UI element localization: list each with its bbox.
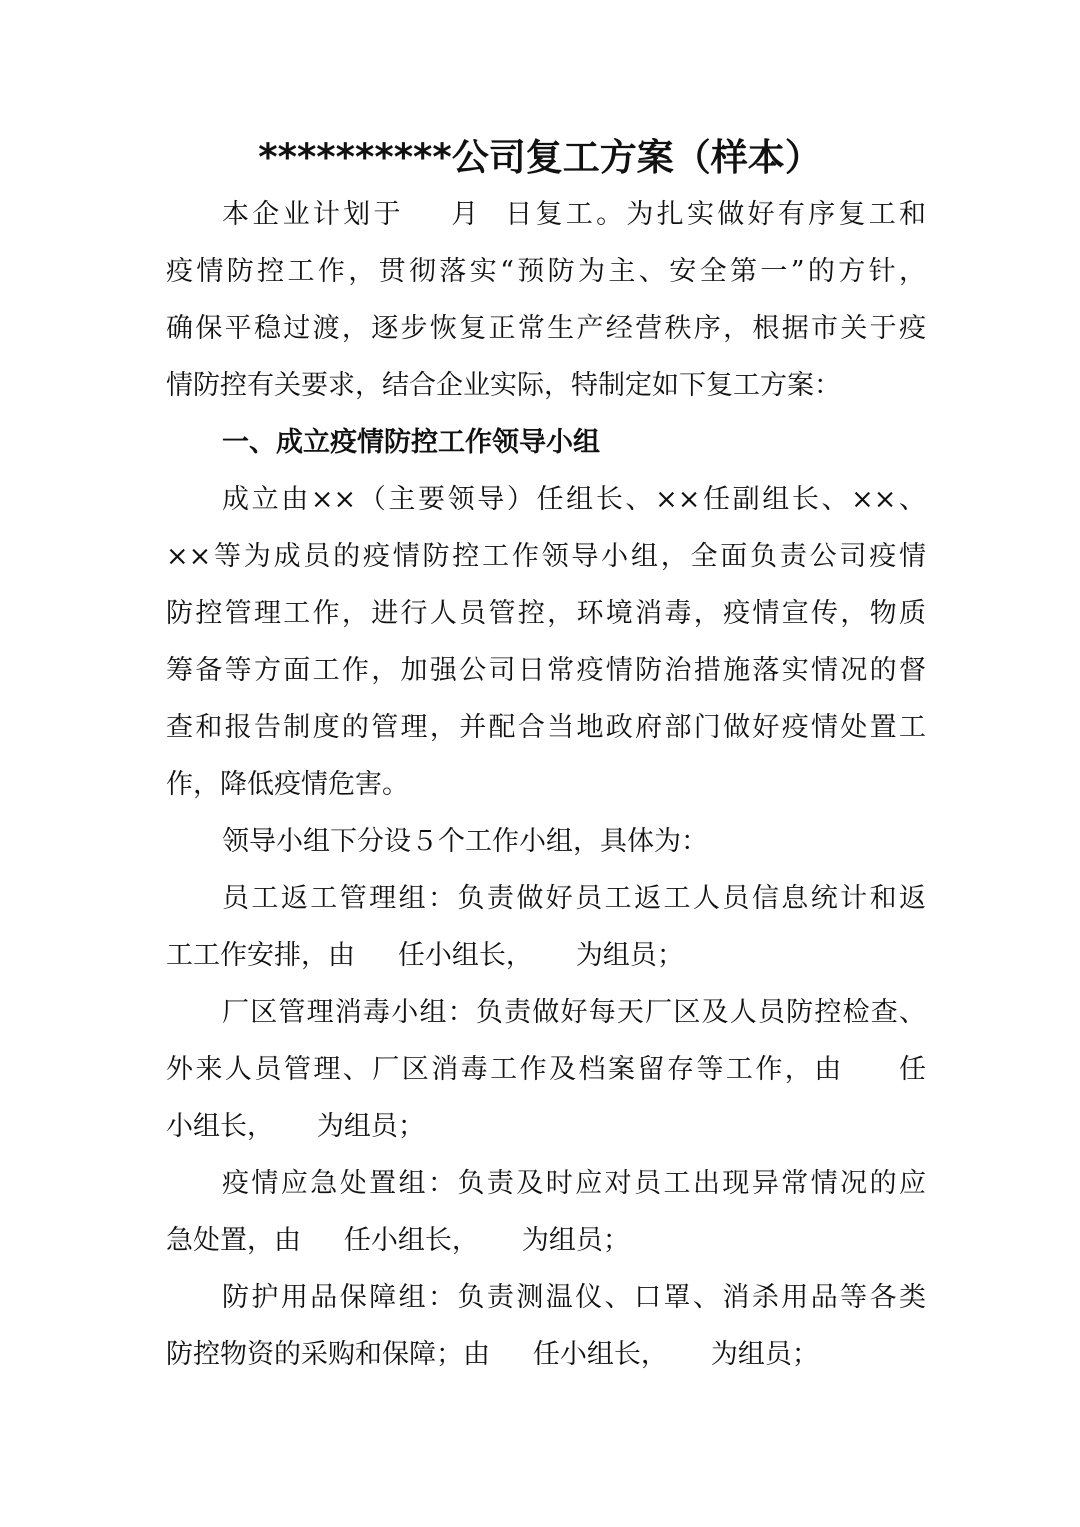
paragraph-line: 确保平稳过渡，逐步恢复正常生产经营秩序，根据市关于疫 bbox=[166, 313, 926, 344]
paragraph-line: 员工返工管理组：负责做好员工返工人员信息统计和返 bbox=[222, 883, 926, 914]
paragraph-line: 成立由××（主要领导）任组长、××任副组长、××、 bbox=[222, 484, 926, 515]
document-title: **********公司复工方案（样本） bbox=[258, 136, 822, 179]
paragraph-line: 查和报告制度的管理，并配合当地政府部门做好疫情处置工 bbox=[166, 712, 926, 743]
paragraph-line: 防控物资的采购和保障；由 任小组长， 为组员； bbox=[166, 1339, 819, 1370]
paragraph-line: 本企业计划于 月 日复工。为扎实做好有序复工和 bbox=[222, 199, 926, 230]
paragraph-line: 疫情防控工作，贯彻落实“预防为主、安全第一”的方针， bbox=[166, 256, 926, 287]
paragraph-line: 领导小组下分设５个工作小组，具体为： bbox=[222, 826, 708, 857]
paragraph-line: 筹备等方面工作，加强公司日常疫情防治措施落实情况的督 bbox=[166, 655, 926, 686]
paragraph-line: 防护用品保障组：负责测温仪、口罩、消杀用品等各类 bbox=[222, 1282, 926, 1313]
paragraph-line: 情防控有关要求，结合企业实际，特制定如下复工方案： bbox=[166, 370, 841, 401]
paragraph-line: 外来人员管理、厂区消毒工作及档案留存等工作，由 任 bbox=[166, 1054, 926, 1085]
paragraph-line: ××等为成员的疫情防控工作领导小组，全面负责公司疫情 bbox=[166, 541, 926, 572]
paragraph-line: 厂区管理消毒小组：负责做好每天厂区及人员防控检查、 bbox=[222, 997, 926, 1028]
paragraph-line: 急处置，由 任小组长， 为组员； bbox=[166, 1225, 630, 1256]
section-heading: 一、成立疫情防控工作领导小组 bbox=[222, 427, 600, 458]
paragraph-line: 工工作安排，由 任小组长， 为组员； bbox=[166, 940, 684, 971]
paragraph-line: 疫情应急处置组：负责及时应对员工出现异常情况的应 bbox=[222, 1168, 926, 1199]
paragraph-line: 作，降低疫情危害。 bbox=[166, 769, 409, 800]
paragraph-line: 小组长， 为组员； bbox=[166, 1111, 425, 1142]
paragraph-line: 防控管理工作，进行人员管控，环境消毒，疫情宣传，物质 bbox=[166, 598, 926, 629]
